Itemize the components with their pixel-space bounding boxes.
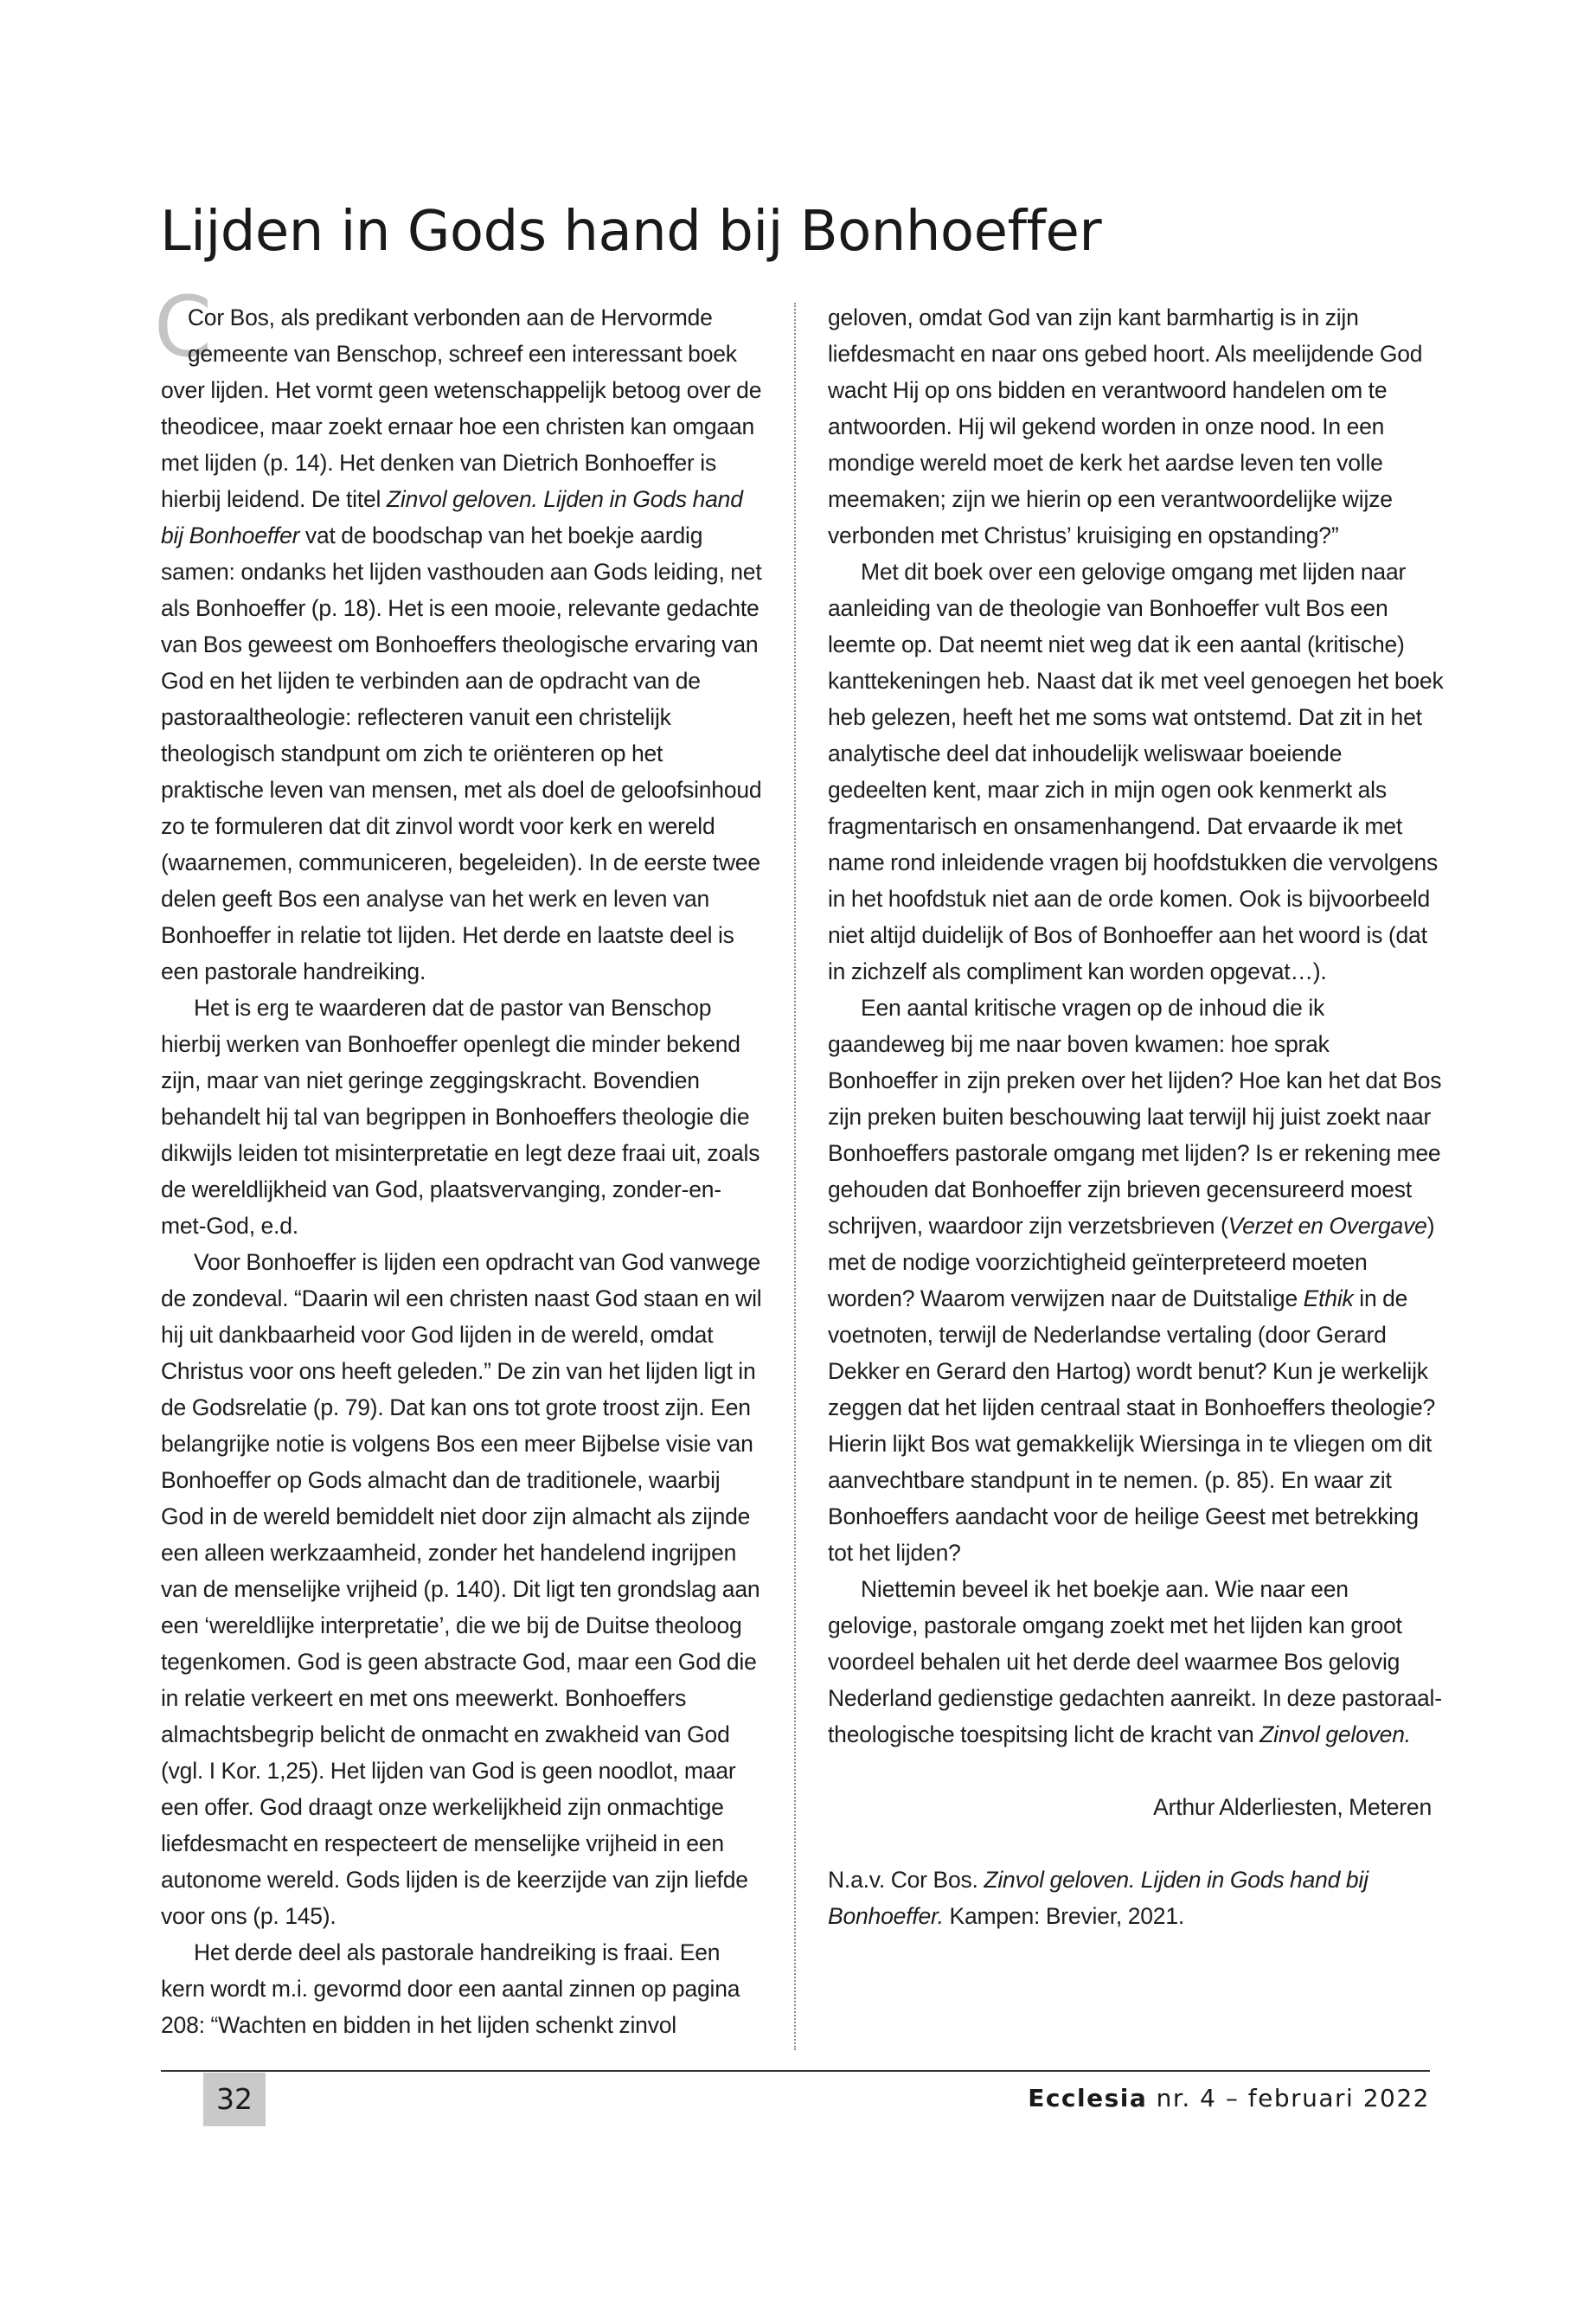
drop-cap: C — [154, 279, 212, 375]
reference-publisher: Kampen: Brevier, 2021. — [943, 1903, 1185, 1929]
right-column — [828, 299, 1444, 1934]
paragraph-1-text-continued: vat de boodschap van het boekje aardig samen: ondanks het lijden vasthouden aan Gods leiding, net als Bonhoeffer (p. 18). Het is een mooie, relevante gedachte van Bos geweest om Bonhoeffers theologische ervaring van God en het lijden te verbinden aan de opdracht van de pastoraaltheologie: reflecteren vanuit een christelijk theologisch standpunt om zich te oriënteren op het praktische leven van mensen, met als doel de geloofsinhoud zo te formuleren dat dit zinvol wordt voor kerk en wereld (waarnemen, communiceren, begeleiden). In de eerste twee delen geeft Bos een analyse van het werk en leven van Bonhoeffer in relatie tot lijden. Het derde en laatste deel is een pastorale handreiking. — [161, 522, 762, 984]
paragraph-5: geloven, omdat God van zijn kant barmhartig is in zijn liefdesmacht en naar ons gebed hoort. Als meelijdende God wacht Hij op ons bidden en verantwoord handelen om te antwoorden. Hij wil gekend worden in onze nood. In een mondige wereld moet de kerk het aardse leven ten volle meemaken; zijn we hierin op een verantwoordelijke wijze verbonden met Christus’ kruisiging en opstanding?” — [828, 304, 1423, 548]
paragraph-8 — [828, 1571, 1444, 1753]
journal-name: Ecclesia — [1028, 2084, 1148, 2112]
paragraph-7 — [828, 990, 1444, 1571]
paragraph-8-text: Niettemin beveel ik het boekje aan. Wie naar een gelovige, pastorale omgang zoekt met het lijden kan groot voordeel behalen uit het derde deel waarmee Bos gelovig Nederland gedienstige gedachten aanreikt. In deze pastoraal-theologische toespitsing licht de kracht van — [828, 1576, 1442, 1747]
issue-info: nr. 4 – februari 2022 — [1147, 2084, 1430, 2112]
page-number: 32 — [203, 2073, 266, 2126]
paragraph-6: Met dit boek over een gelovige omgang met lijden naar aanleiding van de theologie van Bonhoeffer vult Bos een leemte op. Dat neemt niet weg dat ik een aantal (kritische) kanttekeningen heb. Naast dat ik met veel genoegen het boek heb gelezen, heeft het me soms wat ontstemd. Dat zit in het analytische deel dat inhoudelijk weliswaar boeiende gedeelten kent, maar zich in mijn ogen ook kenmerkt als fragmentarisch en onsamenhangend. Dat ervaarde ik met name rond inleidende vragen bij hoofdstukken die vervolgens in het hoofdstuk niet aan de orde komen. Ook is bijvoorbeeld niet altijd duidelijk of Bos of Bonhoeffer aan het woord is (dat in zichzelf als compliment kan worden opgevat…). — [828, 559, 1444, 984]
paragraph-1 — [154, 279, 766, 990]
verzet-italic: Verzet en Overgave — [1227, 1213, 1427, 1239]
left-column — [154, 279, 766, 2043]
column-divider — [794, 303, 796, 2050]
author-signature: Arthur Alderliesten, Meteren — [1153, 1794, 1432, 1820]
journal-issue — [1028, 2080, 1430, 2118]
book-title-italic: Zinvol geloven. Lijden in Gods hand bij Bonhoeffer — [161, 486, 743, 548]
reference-text: N.a.v. Cor Bos. — [828, 1867, 984, 1893]
paragraph-2: Het is erg te waarderen dat de pastor van Benschop hierbij werken van Bonhoeffer openlegt die minder bekend zijn, maar van niet geringe zeggingskracht. Bovendien behandelt hij tal van begrippen in Bonhoeffers theologie die dikwijls leiden tot misinterpretatie en legt deze fraai uit, zoals de wereldlijkheid van God, plaatsvervanging, zonder-en-met-God, e.d. — [161, 995, 760, 1239]
paragraph-7-text: Een aantal kritische vragen op de inhoud die ik gaandeweg bij me naar boven kwamen: hoe sprak Bonhoeffer in zijn preken over het lijden? Hoe kan het dat Bos zijn preken buiten beschouwing laat terwijl hij juist zoekt naar Bonhoeffers pastorale omgang met lijden? Is er rekening mee gehouden dat Bonhoeffer zijn brieven gecensureerd moest schrijven, waardoor zijn verzetsbrieven ( — [828, 995, 1442, 1239]
book-reference — [828, 1862, 1444, 1934]
paragraph-7-text-2: ) met de nodige voorzichtigheid geïnterpreteerd moeten worden? Waarom verwijzen naar de Duitstalige — [828, 1213, 1435, 1311]
paragraph-1-text: Cor Bos, als predikant verbonden aan de Hervormde gemeente van Benschop, schreef een interessant boek over lijden. Het vormt geen wetenschappelijk betoog over de theodicee, maar zoekt ernaar hoe een christen kan omgaan met lijden (p. 14). Het denken van Dietrich Bonhoeffer is hierbij leidend. De titel — [161, 304, 762, 512]
paragraph-3: Voor Bonhoeffer is lijden een opdracht van God vanwege de zondeval. “Daarin wil een christen naast God staan en wil hij uit dankbaarheid voor God lijden in de wereld, omdat Christus voor ons heeft geleden.” De zin van het lijden ligt in de Godsrelatie (p. 79). Dat kan ons tot grote troost zijn. Een belangrijke notie is volgens Bos een meer Bijbelse visie van Bonhoeffer op Gods almacht dan de traditionele, waarbij God in de wereld bemiddelt niet door zijn almacht als zijnde een alleen werkzaamheid, zonder het handelend ingrijpen van de menselijke vrijheid (p. 140). Dit ligt ten grondslag aan een ‘wereldlijke interpretatie’, die we bij de Duitse theoloog tegenkomen. God is geen abstracte God, maar een God die in relatie verkeert en met ons meewerkt. Bonhoeffers almachtsbegrip belicht de onmacht en zwakheid van God (vgl. I Kor. 1,25). Het lijden van God is geen noodlot, maar een offer. God draagt onze werkelijkheid zijn onmachtige liefdesmacht en respecteert de menselijke vrijheid in een autonome wereld. Gods lijden is de keerzijde van zijn liefde voor ons (p. 145). — [161, 1249, 762, 1929]
paragraph-7-text-3: in de voetnoten, terwijl de Nederlandse vertaling (door Gerard Dekker en Gerard den Hartog) wordt benut? Kun je werkelijk zeggen dat het lijden centraal staat in Bonhoeffers theologie? Hierin lijkt Bos wat gemakkelijk Wiersinga in te vliegen om dit aanvechtbare standpunt in te nemen. (p. 85). En waar zit Bonhoeffers aandacht voor de heilige Geest met betrekking tot het lijden? — [828, 1285, 1436, 1566]
article-title: Lijden in Gods hand bij Bonhoeffer — [160, 200, 1102, 264]
footer-rule — [161, 2070, 1430, 2072]
zinvol-italic: Zinvol geloven. — [1259, 1721, 1411, 1747]
reference-title-italic: Zinvol geloven. Lijden in Gods hand bij Bonhoeffer. — [828, 1867, 1368, 1929]
ethik-italic: Ethik — [1303, 1285, 1354, 1311]
paragraph-4: Het derde deel als pastorale handreiking is fraai. Een kern wordt m.i. gevormd door een aantal zinnen op pagina 208: “Wachten en bidden in het lijden schenkt zinvol — [161, 1939, 740, 2038]
